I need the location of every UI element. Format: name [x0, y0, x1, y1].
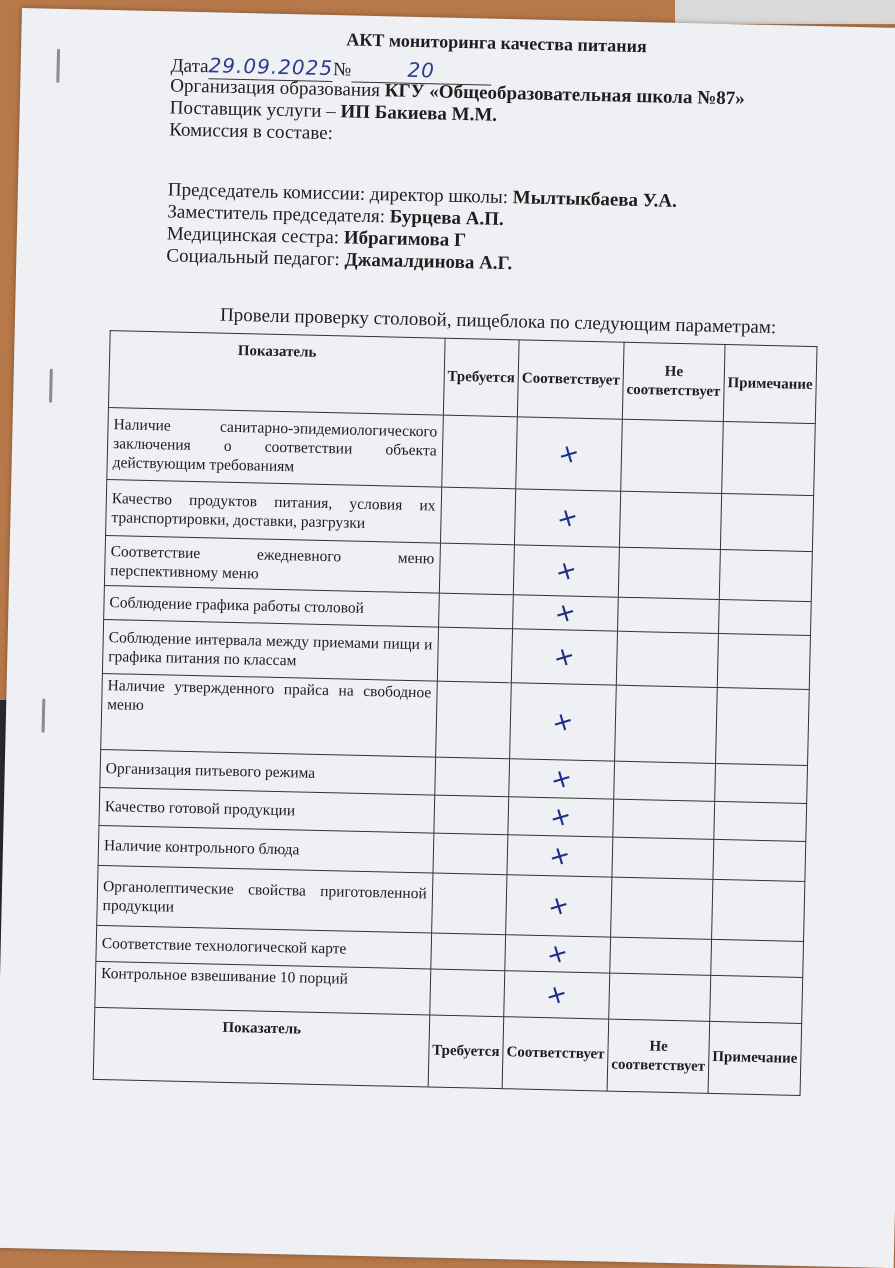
document-header [169, 53, 746, 154]
committee-member: Социальный педагог: Джамалдинова А.Г. [166, 245, 513, 275]
check-mark: + [550, 595, 581, 631]
footer-compliant: Соответствует [502, 1017, 609, 1091]
organization-label: Организация образования [170, 75, 381, 102]
date-label: Дата [170, 55, 209, 78]
document-sheet [0, 8, 895, 1268]
table-row: Соблюдение интервала между приемами пищи и графика питания по классам + [102, 620, 810, 690]
table-row: Соответствие ежедневного меню перспективному меню + [104, 536, 812, 602]
check-mark: + [543, 936, 573, 972]
inspection-table [93, 330, 818, 1096]
number-value: 20 [407, 57, 436, 83]
committee-label: Комиссия в составе: [169, 119, 334, 145]
document-title: АКТ мониторинга качества питания [346, 29, 647, 57]
check-mark: + [554, 436, 584, 472]
header-compliant: Соответствует [517, 340, 624, 419]
footer-required: Требуется [428, 1015, 504, 1089]
intro-text: Провели проверку столовой, пищеблока по следующим параметрам: [219, 304, 777, 339]
check-mark: + [547, 761, 577, 797]
organization-value: КГУ «Общеобразовательная школа №87» [384, 80, 746, 110]
check-mark: + [544, 888, 574, 924]
header-noncompliant: Не соответствует [622, 342, 725, 421]
table-row: Наличие утвержденного прайса на свободное меню + [101, 673, 810, 765]
table-row: Соблюдение графика работы столовой + [104, 586, 812, 636]
table-row: Качество продуктов питания, условия их транспортировки, доставки, разгрузки + [106, 480, 814, 552]
table-row: Органолептические свойства приготовленной продукции + [97, 865, 805, 941]
header-parameter: Показатель [108, 331, 444, 416]
check-mark: + [545, 838, 575, 874]
header-note: Примечание [723, 345, 817, 424]
date-value: 29.09.2025 [208, 53, 334, 81]
footer-note: Примечание [708, 1021, 802, 1095]
table-row: Наличие санитарно-эпидемиологического заключения о соответствии объекта действующим требованиям + [107, 408, 815, 496]
committee-member: Медицинская сестра: Ибрагимова Г [166, 223, 467, 252]
supplier-label: Поставщик услуги – [169, 97, 336, 123]
committee-list [166, 179, 677, 279]
committee-member: Председатель комиссии: директор школы: Мылтыкбаева У.А. [167, 179, 678, 212]
table-footer-row [93, 1007, 801, 1095]
table-row: Наличие контрольного блюда + [98, 825, 806, 881]
table-row: Организация питьевого режима + [100, 749, 808, 803]
committee-member: Заместитель председателя: Бурцева А.П. [167, 201, 505, 230]
background-paper [675, 0, 895, 24]
table-row: Контрольное взвешивание 10 порций + [95, 961, 803, 1023]
check-mark: + [551, 553, 582, 589]
check-mark: + [552, 500, 583, 536]
check-mark: + [549, 639, 580, 675]
table-row: Качество готовой продукции + [99, 787, 807, 841]
check-mark: + [548, 704, 578, 740]
header-required: Требуется [443, 338, 519, 417]
footer-noncompliant: Не соответствует [607, 1019, 709, 1093]
table-row: Соответствие технологической карте + [96, 925, 804, 977]
check-mark: + [542, 977, 572, 1013]
check-mark: + [546, 799, 576, 835]
number-label: № [332, 59, 352, 81]
supplier-value: ИП Бакиева М.М. [340, 101, 498, 126]
footer-parameter: Показатель [93, 1007, 429, 1087]
